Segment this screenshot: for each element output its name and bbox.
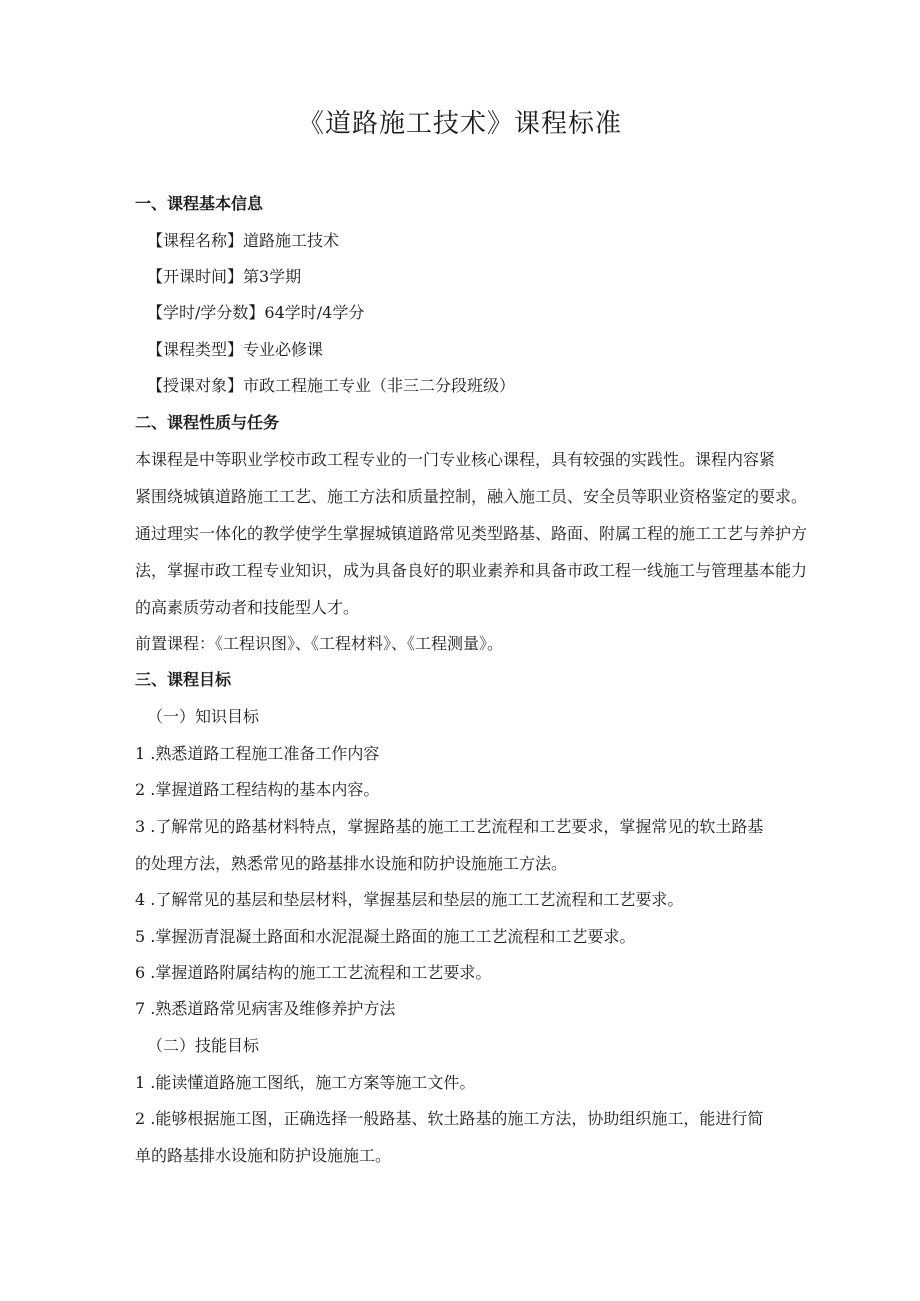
knowledge-item: 4 .了解常见的基层和垫层材料，掌握基层和垫层的施工工艺流程和工艺要求。 (135, 890, 684, 909)
section-heading-objectives: 三、课程目标 (135, 670, 232, 689)
knowledge-item: 3 .了解常见的路基材料特点，掌握路基的施工工艺流程和工艺要求，掌握常见的软土路基 (135, 817, 764, 836)
info-hours-credits: 【学时/学分数】64学时/4学分 (147, 303, 365, 322)
subheading-knowledge: （一）知识目标 (147, 707, 260, 726)
knowledge-item: 6 .掌握道路附属结构的施工工艺流程和工艺要求。 (135, 963, 492, 982)
prerequisites-line: 前置课程：《工程识图》、《工程材料》、《工程测量》。 (135, 634, 504, 653)
section-heading-nature-tasks: 二、课程性质与任务 (135, 413, 280, 432)
paragraph-line: 法，掌握市政工程专业知识，成为具备良好的职业素养和具备市政工程一线施工与管理基本能力 (135, 561, 808, 580)
knowledge-item: 5 .掌握沥青混凝土路面和水泥混凝土路面的施工工艺流程和工艺要求。 (135, 927, 636, 946)
skill-item: 1 .能读懂道路施工图纸，施工方案等施工文件。 (135, 1073, 476, 1092)
skill-item: 2 .能够根据施工图，正确选择一般路基、软土路基的施工方法，协助组织施工，能进行简 (135, 1109, 764, 1128)
paragraph-line: 紧围绕城镇道路施工工艺、施工方法和质量控制，融入施工员、安全员等职业资格鉴定的要求。 (135, 487, 808, 506)
skill-item-continuation: 单的路基排水设施和防护设施施工。 (135, 1146, 392, 1165)
paragraph-line: 的高素质劳动者和技能型人才。 (135, 598, 360, 617)
subheading-skills: （二）技能目标 (147, 1036, 260, 1055)
info-course-type: 【课程类型】专业必修课 (147, 340, 324, 359)
document-title: 《道路施工技术》课程标准 (297, 109, 622, 139)
info-course-name: 【课程名称】道路施工技术 (147, 231, 340, 250)
info-semester: 【开课时间】第3学期 (147, 267, 302, 286)
paragraph-line: 通过理实一体化的教学使学生掌握城镇道路常见类型路基、路面、附属工程的施工工艺与养护方 (135, 524, 808, 543)
section-heading-basic-info: 一、课程基本信息 (135, 194, 264, 213)
info-audience: 【授课对象】市政工程施工专业（非三二分段班级） (147, 376, 516, 395)
knowledge-item: 1 .熟悉道路工程施工准备工作内容 (135, 744, 380, 763)
knowledge-item: 2 .掌握道路工程结构的基本内容。 (135, 780, 380, 799)
knowledge-item-continuation: 的处理方法，熟悉常见的路基排水设施和防护设施施工方法。 (135, 854, 568, 873)
knowledge-item: 7 .熟悉道路常见病害及维修养护方法 (135, 999, 396, 1018)
paragraph-line: 本课程是中等职业学校市政工程专业的一门专业核心课程，具有较强的实践性。课程内容紧 (135, 450, 776, 469)
